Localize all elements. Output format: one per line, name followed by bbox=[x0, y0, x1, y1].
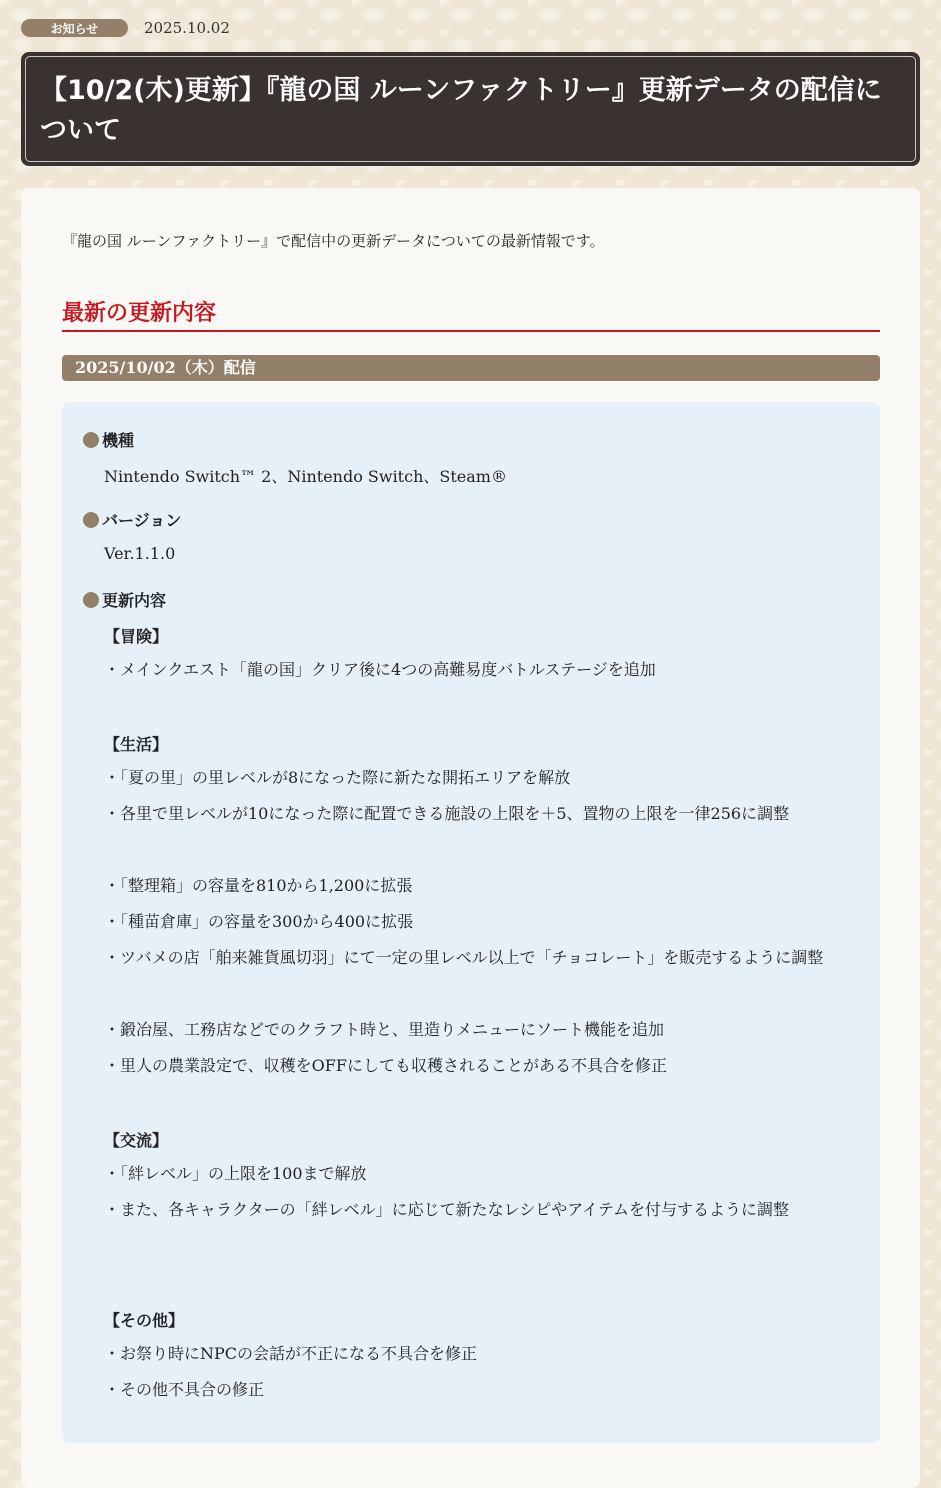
version-value: Ver.1.1.0 bbox=[104, 544, 176, 563]
article-body bbox=[21, 188, 920, 1488]
bullet-dot-icon bbox=[83, 592, 99, 608]
change-item: ・メインクエスト「龍の国」クリア後に4つの高難易度バトルステージを追加 bbox=[104, 660, 656, 679]
change-item: ・「絆レベル」の上限を100まで解放 bbox=[104, 1164, 367, 1183]
platform-label: 機種 bbox=[102, 431, 135, 450]
change-item: ・鍛冶屋、工務店などでのクラフト時と、里造りメニューにソート機能を追加 bbox=[104, 1020, 665, 1039]
category-title: 【冒険】 bbox=[104, 627, 169, 646]
section-heading: 最新の更新内容 bbox=[62, 296, 880, 332]
release-date-bar: 2025/10/02（木）配信 bbox=[62, 355, 880, 381]
platform-value: Nintendo Switch™ 2、Nintendo Switch、Steam® bbox=[104, 467, 507, 486]
bullet-dot-icon bbox=[83, 512, 99, 528]
category-title: 【交流】 bbox=[104, 1131, 169, 1150]
change-item: ・その他不具合の修正 bbox=[104, 1380, 265, 1399]
publish-date: 2025.10.02 bbox=[144, 19, 230, 37]
category-badge[interactable]: お知らせ bbox=[21, 19, 128, 37]
change-item: ・「種苗倉庫」の容量を300から400に拡張 bbox=[104, 912, 414, 931]
change-item: ・ツバメの店「舶来雑貨風切羽」にて一定の里レベル以上で「チョコレート」を販売するように調整 bbox=[104, 948, 824, 967]
article-title-box bbox=[21, 52, 920, 166]
change-item: ・また、各キャラクターの「絆レベル」に応じて新たなレシピやアイテムを付与するように調整 bbox=[104, 1200, 790, 1219]
change-item: ・各里で里レベルが10になった際に配置できる施設の上限を＋5、置物の上限を一律256に調整 bbox=[104, 804, 790, 823]
change-item: ・「整理箱」の容量を810から1,200に拡張 bbox=[104, 876, 413, 895]
bullet-dot-icon bbox=[83, 432, 99, 448]
platform-label-row bbox=[83, 428, 134, 451]
changes-label-row bbox=[83, 588, 166, 611]
version-label-row bbox=[83, 508, 181, 531]
changes-label: 更新内容 bbox=[102, 591, 167, 610]
change-item: ・「夏の里」の里レベルが8になった際に新たな開拓エリアを解放 bbox=[104, 768, 571, 787]
article-meta bbox=[21, 18, 230, 38]
category-title: 【その他】 bbox=[104, 1311, 185, 1330]
release-info-box bbox=[62, 402, 880, 1443]
intro-text: 『龍の国 ルーンファクトリー』で配信中の更新データについての最新情報です。 bbox=[62, 232, 605, 250]
change-item: ・お祭り時にNPCの会話が不正になる不具合を修正 bbox=[104, 1344, 478, 1363]
article-title: 【10/2(木)更新】『龍の国 ルーンファクトリー』更新データの配信について bbox=[25, 56, 916, 162]
category-title: 【生活】 bbox=[104, 735, 169, 754]
change-item: ・里人の農業設定で、収穫をOFFにしても収穫されることがある不具合を修正 bbox=[104, 1056, 668, 1075]
version-label: バージョン bbox=[102, 511, 182, 530]
